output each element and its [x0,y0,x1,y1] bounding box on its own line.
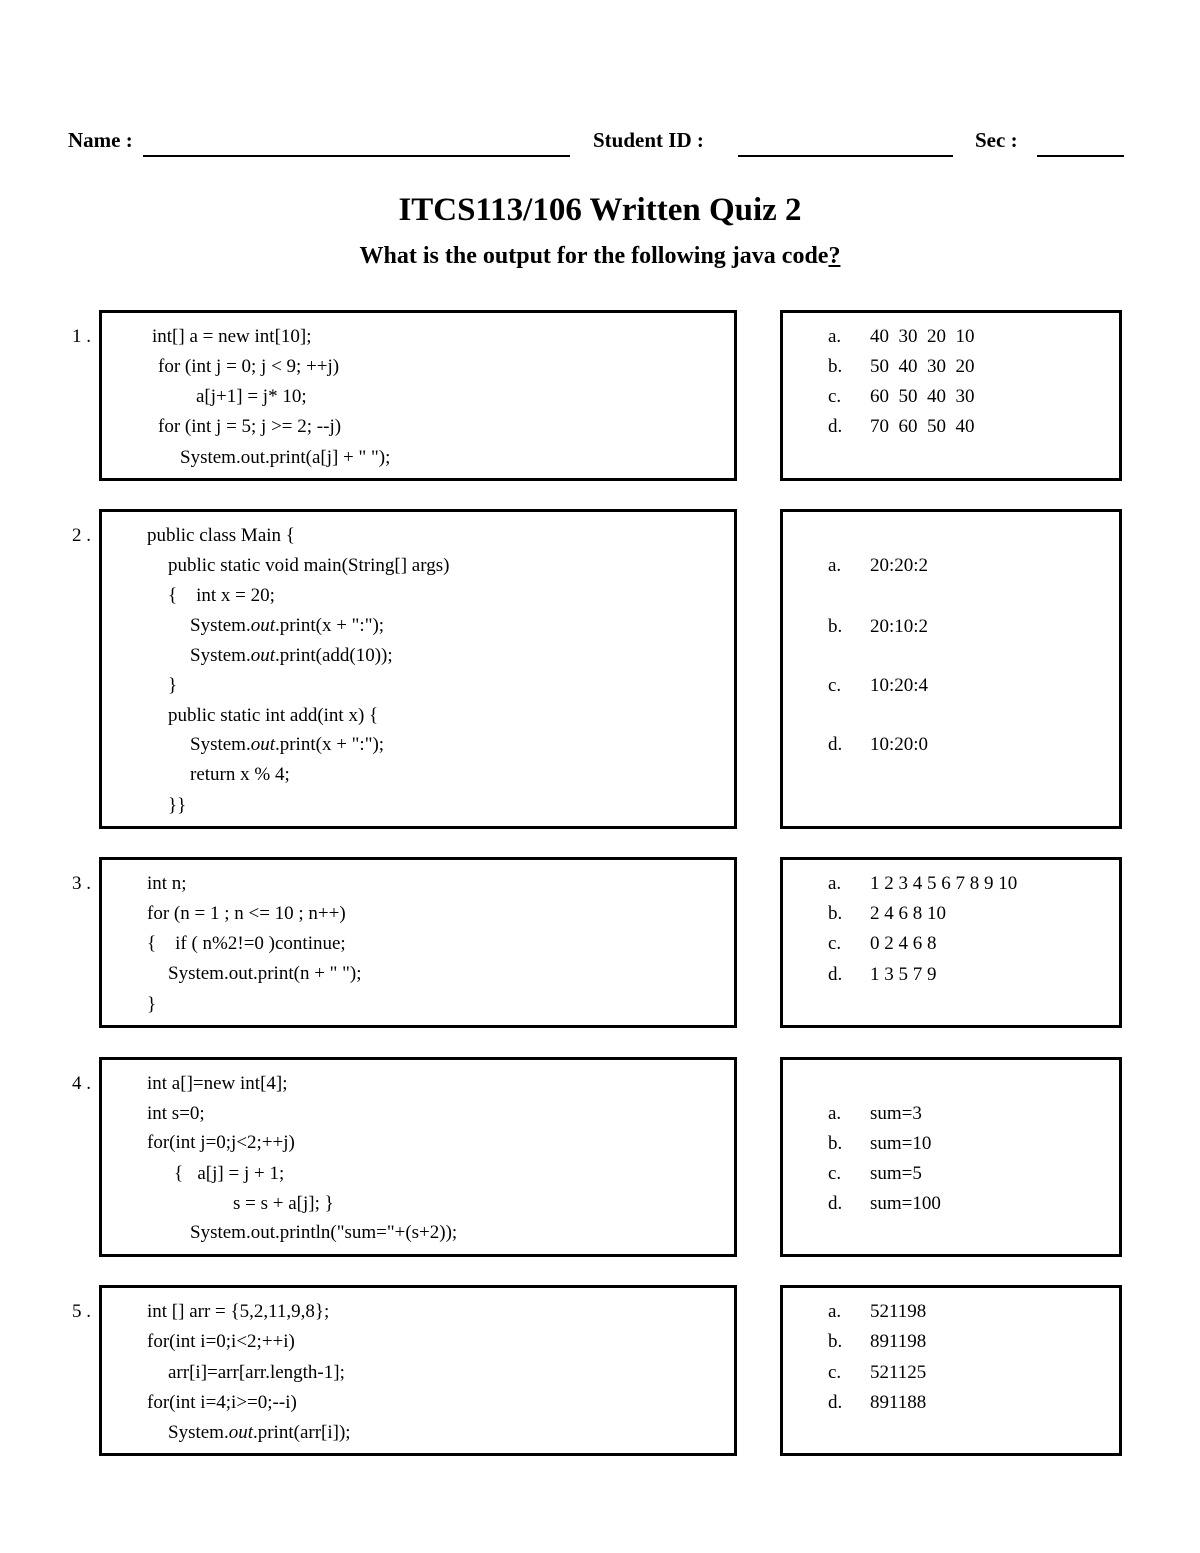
quiz-title: ITCS113/106 Written Quiz 2 [398,192,802,228]
option-text[interactable]: 20:20:2 [870,555,929,576]
code-line: System.out.print(a[j] + " "); [180,447,391,468]
option-text[interactable]: 521198 [870,1301,927,1322]
code-segment: .print(arr[i]); [252,1422,351,1443]
code-segment-italic: out [250,615,275,636]
option-letter: d. [828,416,843,437]
option-text[interactable]: sum=100 [870,1193,941,1214]
option-letter: d. [828,1193,843,1214]
code-line [168,1422,351,1444]
option-letter: c. [828,1362,842,1383]
code-line: a[j+1] = j* 10; [196,386,307,407]
subtitle-question-mark: ? [828,243,841,269]
code-line: int n; [147,873,187,894]
question-4-number: 4 . [72,1073,91,1094]
code-line: int s=0; [147,1103,205,1124]
code-line: for (int j = 0; j < 9; ++j) [158,356,340,377]
code-segment: .print(x + ":"); [274,734,385,755]
code-line: int a[]=new int[4]; [147,1073,288,1094]
question-4-answer-box [780,1057,1122,1257]
code-line: int [] arr = {5,2,11,9,8}; [147,1301,330,1322]
code-line: { a[j] = j + 1; [174,1163,285,1184]
question-3-number: 3 . [72,873,91,894]
code-segment: .print(x + ":"); [274,615,385,636]
name-blank[interactable] [143,155,570,157]
code-line: System.out.println("sum="+(s+2)); [190,1222,458,1243]
option-text[interactable]: 40 30 20 10 [870,326,975,347]
option-text[interactable]: 1 2 3 4 5 6 7 8 9 10 [870,873,1018,894]
code-line: arr[i]=arr[arr.length-1]; [168,1362,345,1383]
sec-label: Sec : [975,128,1018,152]
option-letter: a. [828,1301,842,1322]
code-line: for (int j = 5; j >= 2; --j) [158,416,342,437]
code-line: public static void main(String[] args) [168,555,450,576]
code-line [190,645,393,667]
code-segment-italic: out [250,645,275,666]
option-letter: d. [828,734,843,755]
code-segment: System. [190,615,251,636]
option-text[interactable]: sum=5 [870,1163,922,1184]
code-segment: System. [168,1422,229,1443]
option-letter: b. [828,616,843,637]
subtitle-text: What is the output for the following java code [359,243,829,269]
code-line: }} [168,795,187,816]
option-text[interactable]: 0 2 4 6 8 [870,933,937,954]
option-letter: c. [828,386,842,407]
code-line [190,615,384,637]
option-text[interactable]: sum=3 [870,1103,922,1124]
option-text[interactable]: 10:20:0 [870,734,929,755]
option-text[interactable]: 2 4 6 8 10 [870,903,946,924]
option-letter: b. [828,1331,843,1352]
code-segment: .print(add(10)); [274,645,393,666]
code-segment-italic: out [250,734,275,755]
option-letter: a. [828,555,842,576]
student-id-blank[interactable] [738,155,953,157]
option-letter: c. [828,675,842,696]
question-5-number: 5 . [72,1301,91,1322]
code-line: { int x = 20; [168,585,275,606]
code-segment-italic: out [228,1422,253,1443]
code-line: for (n = 1 ; n <= 10 ; n++) [147,903,346,924]
option-text[interactable]: 20:10:2 [870,616,929,637]
name-label: Name : [68,128,133,152]
option-text[interactable]: 521125 [870,1362,927,1383]
option-letter: d. [828,964,843,985]
option-letter: c. [828,933,842,954]
option-text[interactable]: sum=10 [870,1133,932,1154]
option-text[interactable]: 891188 [870,1392,927,1413]
option-letter: a. [828,326,842,347]
code-line: System.out.print(n + " "); [168,963,362,984]
code-line: for(int j=0;j<2;++j) [147,1132,295,1153]
option-letter: a. [828,1103,842,1124]
option-text[interactable]: 891198 [870,1331,927,1352]
code-segment: System. [190,645,251,666]
sec-blank[interactable] [1037,155,1124,157]
option-text[interactable]: 70 60 50 40 [870,416,975,437]
option-letter: b. [828,356,843,377]
code-line: int[] a = new int[10]; [152,326,312,347]
quiz-subtitle [0,243,1200,270]
option-text[interactable]: 60 50 40 30 [870,386,975,407]
code-line: for(int i=4;i>=0;--i) [147,1392,297,1413]
question-1-number: 1 . [72,326,91,347]
option-text[interactable]: 10:20:4 [870,675,929,696]
option-text[interactable]: 1 3 5 7 9 [870,964,937,985]
question-2-number: 2 . [72,525,91,546]
code-line: public static int add(int x) { [168,705,379,726]
code-line: return x % 4; [190,764,290,785]
code-line: { if ( n%2!=0 )continue; [147,933,346,954]
student-id-label: Student ID : [593,128,704,152]
option-letter: b. [828,903,843,924]
code-line: for(int i=0;i<2;++i) [147,1331,295,1352]
code-line: s = s + a[j]; } [233,1193,334,1214]
code-line: } [147,994,157,1015]
code-line: public class Main { [147,525,295,546]
code-line [190,734,384,756]
option-text[interactable]: 50 40 30 20 [870,356,975,377]
code-segment: System. [190,734,251,755]
option-letter: a. [828,873,842,894]
option-letter: d. [828,1392,843,1413]
option-letter: b. [828,1133,843,1154]
code-line: } [168,675,178,696]
option-letter: c. [828,1163,842,1184]
